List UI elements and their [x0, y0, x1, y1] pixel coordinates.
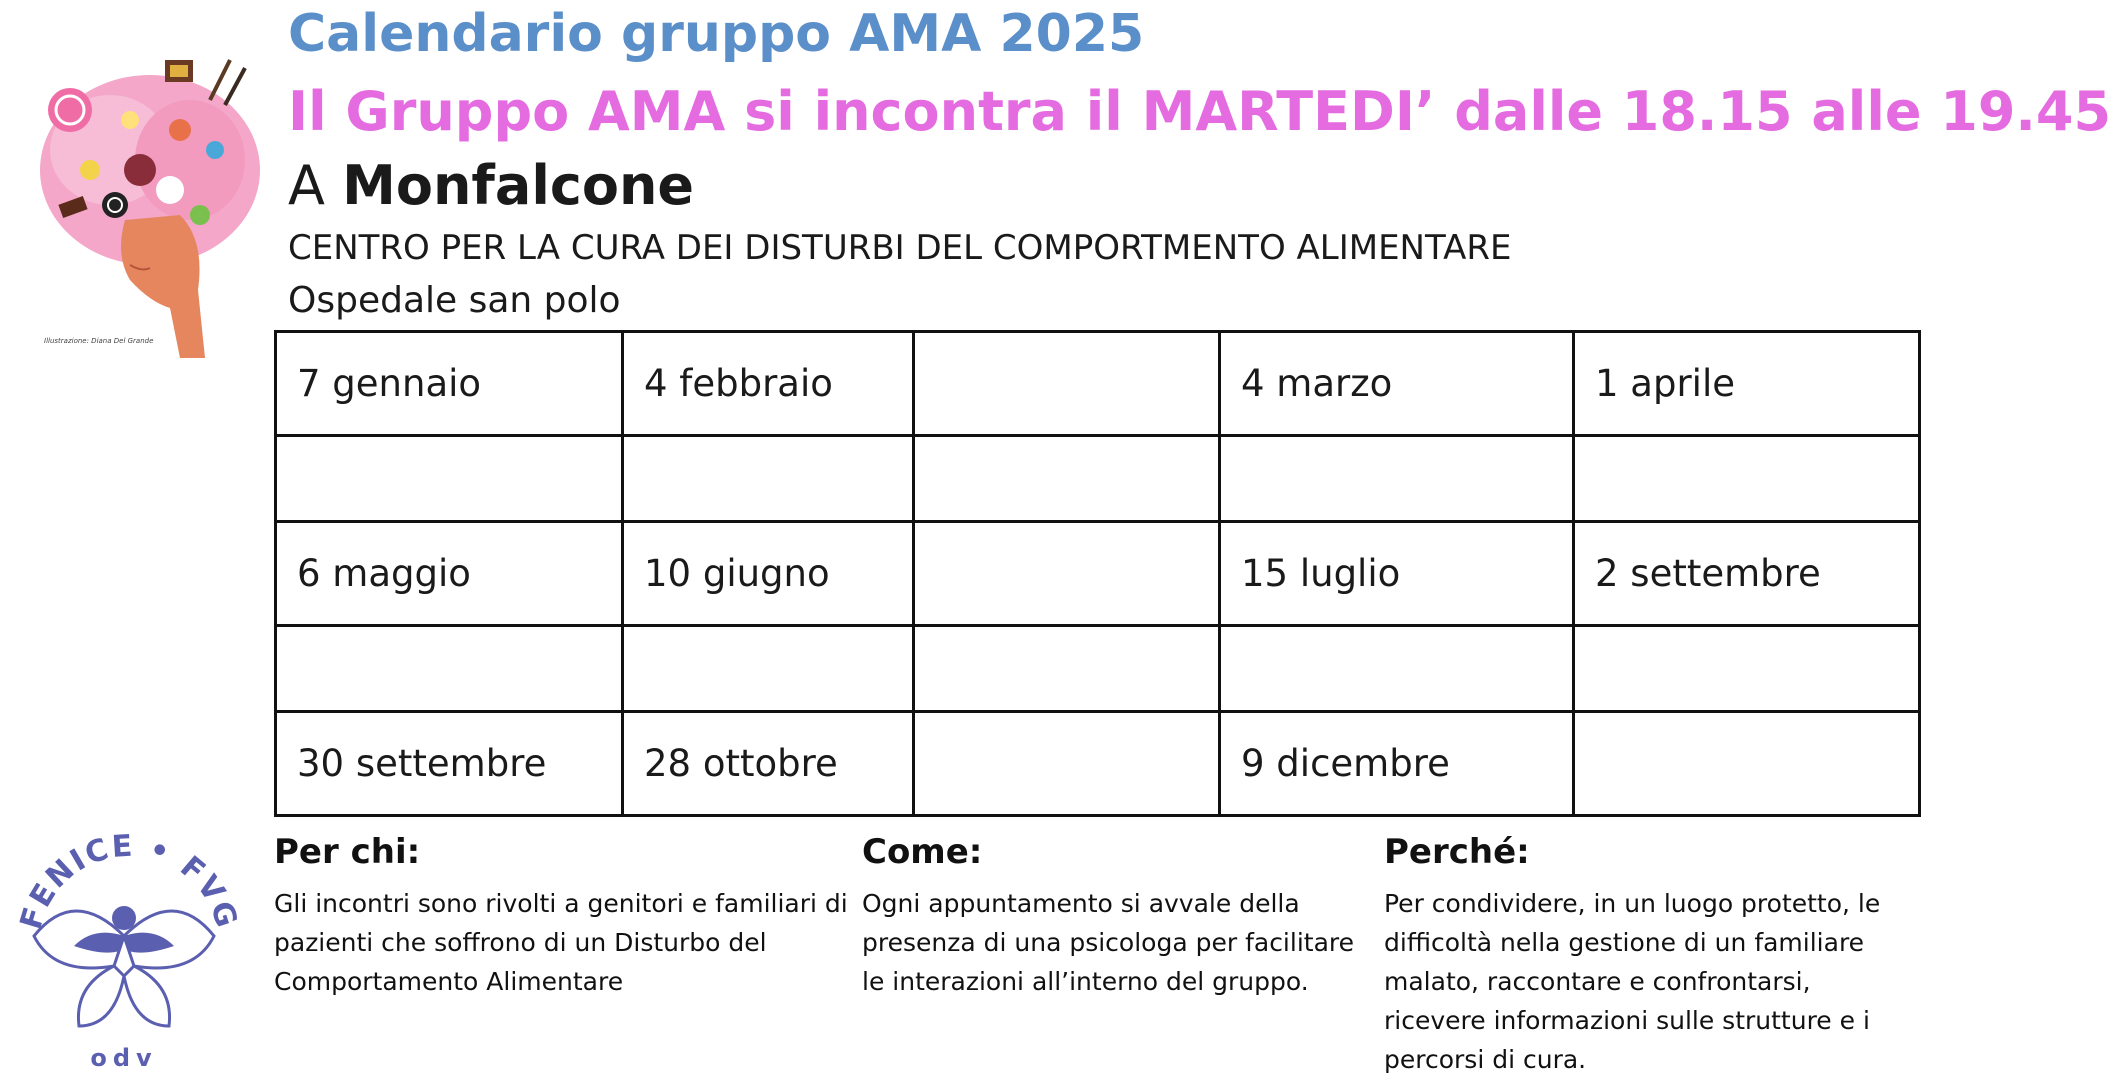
calendar-cell — [276, 626, 623, 712]
perche-text: Per condividere, in un luogo protetto, le difficoltà nella gestione di un familiare malato, raccontare e confrontarsi, ricevere informazioni sulle strutture e i percorsi di cura. — [1384, 889, 1881, 1074]
calendar-cell: 28 ottobre — [623, 712, 914, 816]
calendar-table — [274, 330, 1921, 817]
come-heading: Come: — [862, 832, 983, 872]
calendar-cell — [914, 332, 1220, 436]
calendar-cell — [1220, 436, 1574, 522]
illustration-credit: Illustrazione: Diana Del Grande — [44, 337, 154, 345]
calendar-cell — [914, 522, 1220, 626]
calendar-cell — [1574, 712, 1920, 816]
calendar-cell: 1 aprile — [1574, 332, 1920, 436]
sweets-head-illustration-icon — [30, 40, 270, 360]
table-row — [276, 626, 1920, 712]
table-row — [276, 522, 1920, 626]
location-prefix: A — [288, 154, 325, 217]
perche-heading: Perché: — [1384, 832, 1530, 872]
calendar-cell — [623, 626, 914, 712]
calendar-cell — [276, 436, 623, 522]
per-chi-heading: Per chi: — [274, 832, 421, 872]
logo-text-top: FENICE • FVG — [14, 828, 244, 934]
calendar-cell: 2 settembre — [1574, 522, 1920, 626]
calendar-cell: 4 febbraio — [623, 332, 914, 436]
fenice-butterfly-logo-icon — [14, 826, 244, 1076]
table-row — [276, 332, 1920, 436]
calendar-cell — [914, 436, 1220, 522]
calendar-cell — [1574, 436, 1920, 522]
calendar-cell: 9 dicembre — [1220, 712, 1574, 816]
calendar-cell: 15 luglio — [1220, 522, 1574, 626]
center-name: CENTRO PER LA CURA DEI DISTURBI DEL COMPORTMENTO ALIMENTARE — [288, 228, 1512, 268]
table-row — [276, 712, 1920, 816]
calendar-cell — [1574, 626, 1920, 712]
per-chi-text: Gli incontri sono rivolti a genitori e familiari di pazienti che soffrono di un Disturbo del Comportamento Alimentare — [274, 889, 848, 996]
location-line — [288, 154, 694, 217]
calendar-cell: 4 marzo — [1220, 332, 1574, 436]
info-come — [862, 832, 1382, 1001]
calendar-cell: 30 settembre — [276, 712, 623, 816]
calendar-cell: 6 maggio — [276, 522, 623, 626]
calendar-cell — [1220, 626, 1574, 712]
page-title: Calendario gruppo AMA 2025 — [288, 4, 1145, 64]
table-row — [276, 436, 1920, 522]
come-text: Ogni appuntamento si avvale della presenza di una psicologa per facilitare le interazioni all’interno del gruppo. — [862, 889, 1355, 996]
page-subtitle: Il Gruppo AMA si incontra il MARTEDI’ dalle 18.15 alle 19.45 — [288, 80, 2111, 143]
logo-text-bottom: odv — [90, 1044, 158, 1072]
location-city: Monfalcone — [342, 154, 695, 217]
info-per-chi — [274, 832, 859, 1001]
calendar-cell: 7 gennaio — [276, 332, 623, 436]
info-perche — [1384, 832, 1914, 1079]
calendar-cell: 10 giugno — [623, 522, 914, 626]
calendar-cell — [914, 626, 1220, 712]
calendar-cell — [623, 436, 914, 522]
hospital-name: Ospedale san polo — [288, 280, 621, 321]
calendar-cell — [914, 712, 1220, 816]
